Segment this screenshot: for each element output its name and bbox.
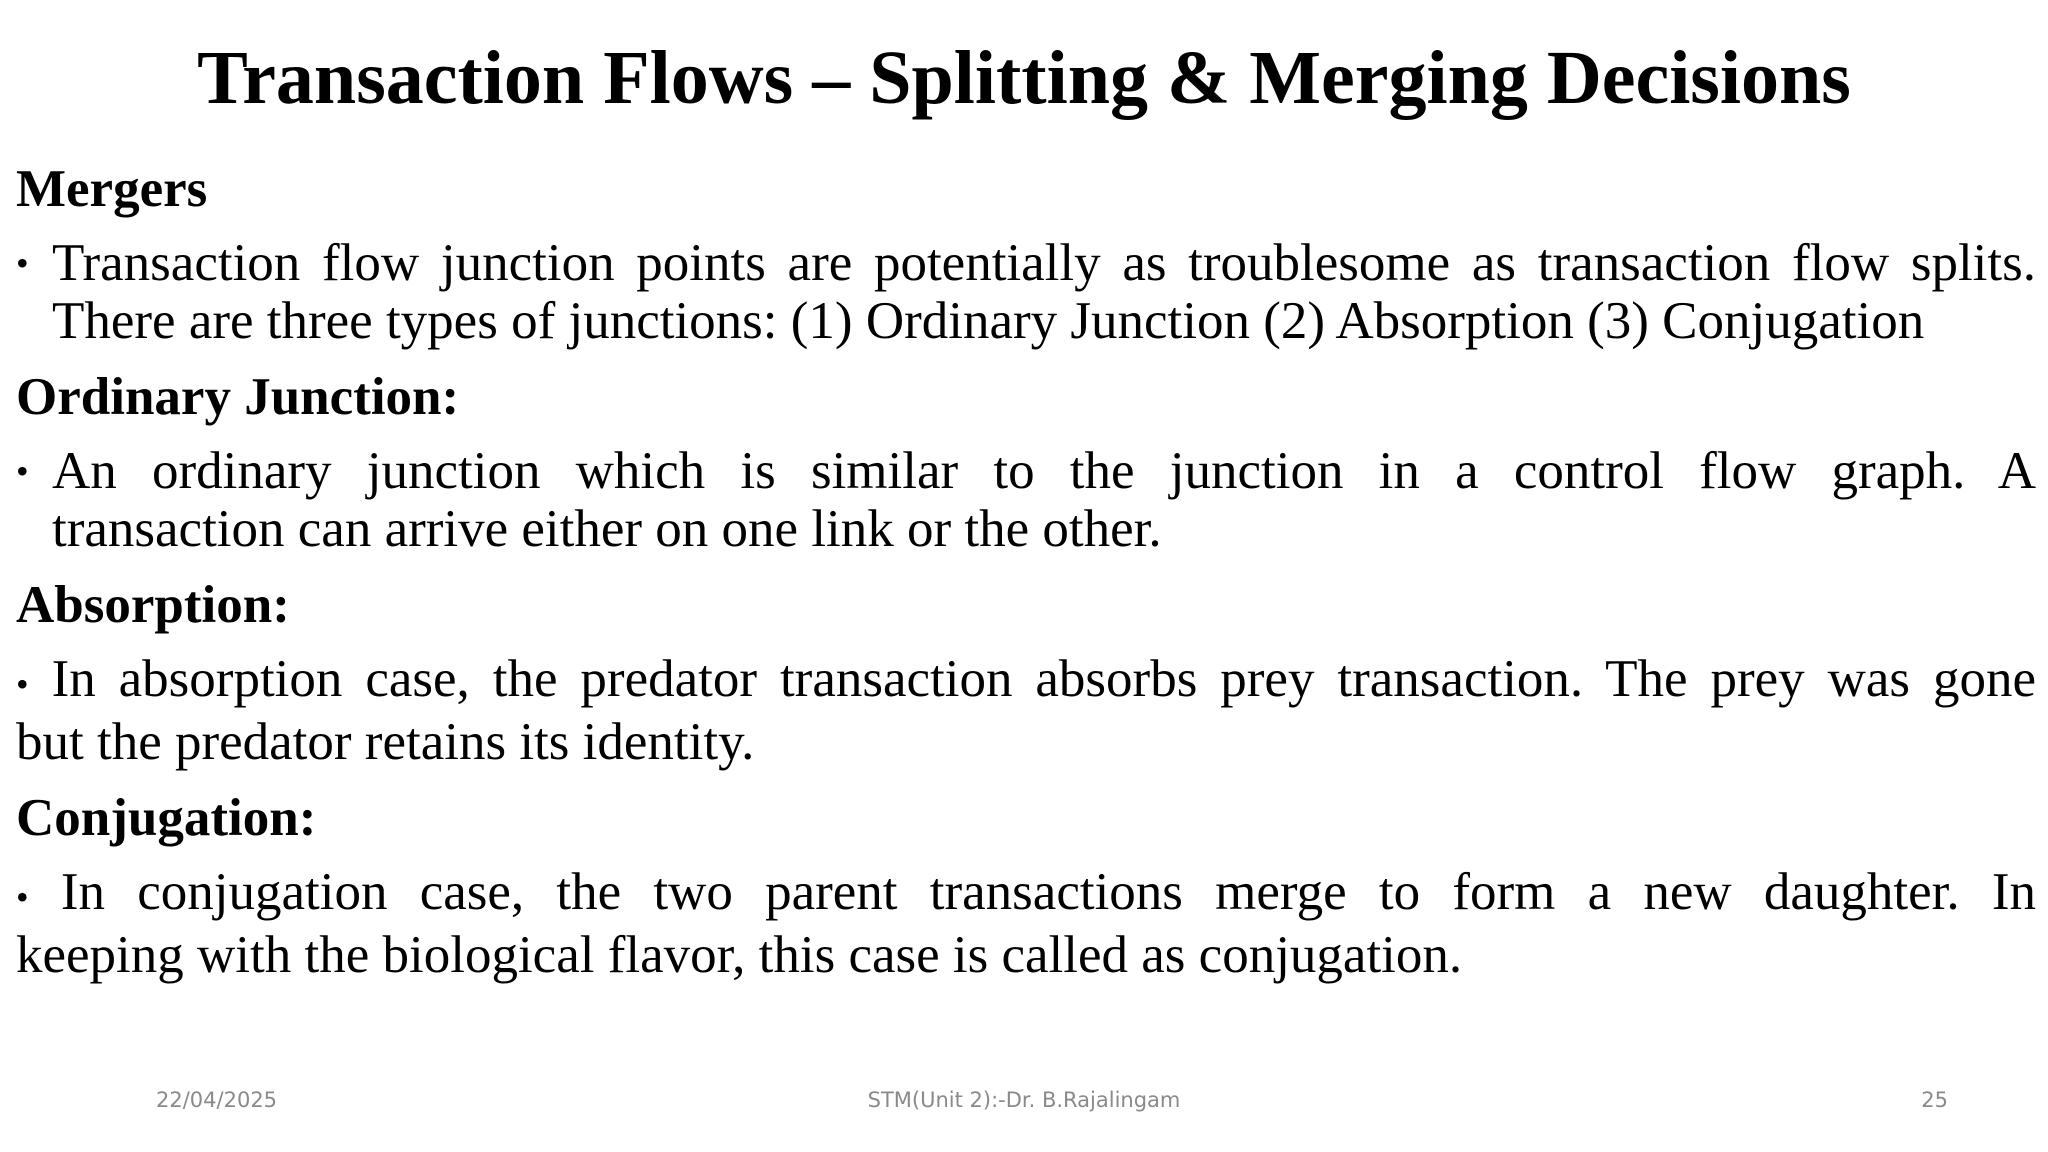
bullet-conjugation <box>16 863 2036 984</box>
bullet-icon: • <box>16 877 29 917</box>
bullet-absorption <box>16 650 2036 771</box>
bullet-icon: • <box>16 243 29 283</box>
footer-page-number: 25 <box>1921 1088 1948 1112</box>
bullet-icon: • <box>16 451 29 491</box>
bullet-text: In absorption case, the predator transaction absorbs prey transaction. The prey was gone <box>51 650 2037 708</box>
bullet-mergers <box>16 234 2036 350</box>
bullet-text: In conjugation case, the two parent transactions merge to form a new daughter. In <box>60 863 2037 921</box>
slide-body <box>16 158 2036 984</box>
bullet-text-line: An ordinary junction which is similar to the junction in a control flow graph. A <box>52 442 2036 500</box>
bullet-text-line <box>16 863 2036 926</box>
bullet-text-line: Transaction flow junction points are potentially as troublesome as transaction flow splits. <box>52 234 2036 292</box>
bullet-ordinary-junction <box>16 442 2036 558</box>
bullet-text-line: There are three types of junctions: (1) Ordinary Junction (2) Absorption (3) Conjugation <box>52 292 1925 350</box>
bullet-text-line <box>16 650 2036 713</box>
bullet-text-line: keeping with the biological flavor, this case is called as conjugation. <box>16 926 1463 984</box>
slide-title: Transaction Flows – Splitting & Merging Decisions <box>197 36 1851 120</box>
bullet-text-line: but the predator retains its identity. <box>16 713 755 771</box>
heading-conjugation: Conjugation: <box>16 789 317 847</box>
bullet-text-line: transaction can arrive either on one link or the other. <box>52 500 1162 558</box>
footer-date: 22/04/2025 <box>156 1088 278 1112</box>
bullet-icon: • <box>16 664 29 704</box>
heading-absorption: Absorption: <box>16 576 290 634</box>
footer-author: STM(Unit 2):-Dr. B.Rajalingam <box>867 1088 1181 1112</box>
heading-ordinary-junction: Ordinary Junction: <box>16 368 460 426</box>
heading-mergers: Mergers <box>16 160 208 218</box>
